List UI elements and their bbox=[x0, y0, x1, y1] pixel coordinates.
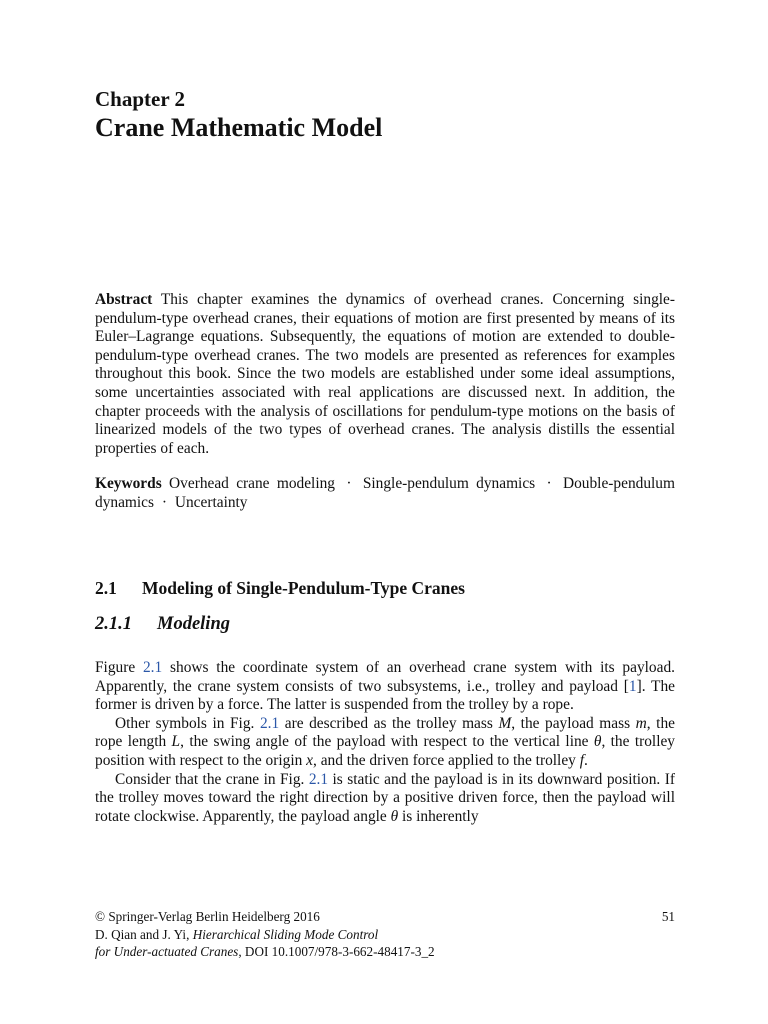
chapter-title: Crane Mathematic Model bbox=[95, 113, 383, 142]
keyword-item: Uncertainty bbox=[174, 493, 248, 511]
section-number: 2.1 bbox=[95, 578, 117, 598]
paragraph bbox=[95, 715, 675, 771]
keyword-separator: · bbox=[161, 493, 167, 511]
text-run: Other symbols in Fig. bbox=[115, 714, 260, 732]
footer bbox=[95, 908, 675, 961]
keyword-item: Double-pendulum dynamics bbox=[95, 475, 675, 511]
keyword-item: Single-pendulum dynamics bbox=[362, 475, 536, 492]
page-number: 51 bbox=[661, 909, 675, 924]
text-run: , the rope length bbox=[95, 714, 675, 751]
paragraph bbox=[95, 659, 675, 715]
copyright-notice: © Springer-Verlag Berlin Heidelberg 2016 bbox=[95, 909, 320, 924]
abstract-text: This chapter examines the dynamics of overhead cranes. Concerning single-pendulum-type overhead cranes, their equations of motion are first presented by means of its Euler–Lagrange equations. Subsequently, the equations of motion are extended to double-pendulum-type overhead cranes. The two models are presented as references for examples throughout this book. Since the two models are established under some ideal assumptions, some uncertainties associated with real applications are discussed next. In addition, the chapter proceeds with the analysis of oscillations for pendulum-type motions on the basis of linearized models of the two types of overhead cranes. The analysis distills the essential properties of each. bbox=[95, 291, 675, 457]
keywords-label: Keywords bbox=[95, 475, 162, 492]
text-run: are described as the trolley mass bbox=[279, 714, 499, 732]
subsection-number: 2.1.1 bbox=[95, 614, 132, 634]
citation-line bbox=[95, 926, 675, 944]
text-run: , and the driven force applied to the trolley bbox=[313, 751, 580, 769]
text-run: . bbox=[583, 751, 588, 769]
abstract bbox=[95, 291, 675, 458]
math-symbol: L bbox=[171, 733, 181, 751]
figure-reference-link[interactable]: 2.1 bbox=[308, 770, 329, 788]
doi: , DOI 10.1007/978-3-662-48417-3_2 bbox=[238, 944, 435, 960]
authors: D. Qian and J. Yi, bbox=[95, 926, 193, 942]
section-title: Modeling of Single-Pendulum-Type Cranes bbox=[142, 578, 465, 598]
math-symbol: M bbox=[498, 714, 512, 732]
text-run: , the trolley position with respect to the origin bbox=[95, 733, 675, 769]
keyword-separator: · bbox=[346, 475, 352, 492]
math-symbol: m bbox=[635, 714, 647, 732]
book-title: Hierarchical Sliding Mode Control bbox=[192, 926, 379, 942]
text-run: shows the coordinate system of an overhead crane system with its payload. Apparently, the crane system consists of two subsystems, i.e., trolley and payload [ bbox=[95, 659, 676, 695]
chapter-label: Chapter 2 bbox=[95, 87, 186, 111]
text-run: , the payload mass bbox=[511, 714, 636, 732]
math-symbol: θ bbox=[593, 733, 602, 751]
keywords bbox=[95, 475, 675, 512]
figure-reference-link[interactable]: 2.1 bbox=[259, 714, 280, 732]
section-heading bbox=[95, 577, 465, 599]
math-symbol: θ bbox=[390, 807, 399, 825]
citation-line bbox=[95, 943, 675, 961]
subsection-heading bbox=[95, 612, 230, 636]
paragraph bbox=[95, 771, 675, 827]
keyword-item: Overhead crane modeling bbox=[169, 475, 335, 492]
text-run: is static and the payload is in its downward position. If the trolley moves toward the right direction by a positive driven force, then the payload will rotate clockwise. Apparently, the payload angle bbox=[95, 770, 675, 825]
math-symbol: x bbox=[306, 751, 314, 769]
subsection-title: Modeling bbox=[157, 614, 230, 634]
math-symbol: f bbox=[579, 751, 584, 769]
figure-reference-link[interactable]: 2.1 bbox=[142, 659, 163, 676]
text-run: , the swing angle of the payload with respect to the vertical line bbox=[180, 733, 594, 751]
keyword-separator: · bbox=[546, 475, 552, 492]
text-run: is inherently bbox=[398, 807, 479, 825]
citation-link[interactable]: 1 bbox=[628, 677, 637, 695]
book-title: for Under-actuated Cranes bbox=[95, 944, 239, 960]
footer-row bbox=[95, 908, 675, 926]
text-run: ]. The former is driven by a force. The latter is suspended from the trolley by a rope. bbox=[95, 677, 675, 714]
text-run: Consider that the crane in Fig. bbox=[115, 770, 309, 788]
abstract-label: Abstract bbox=[95, 291, 153, 308]
text-run: Figure bbox=[95, 659, 143, 676]
body-text bbox=[95, 659, 675, 826]
